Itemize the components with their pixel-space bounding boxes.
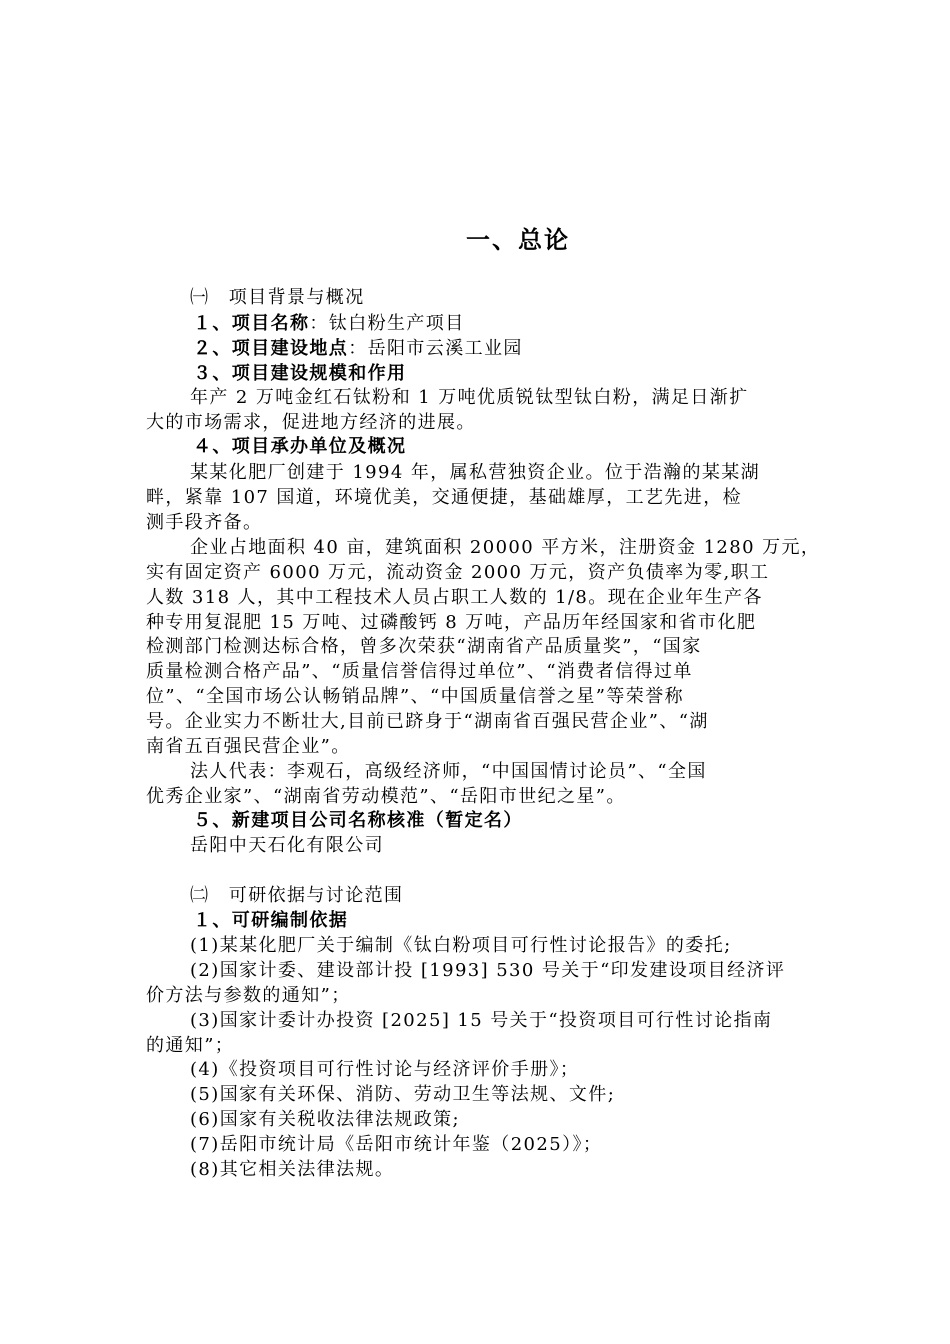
basis-item: (8)其它相关法律法规。: [190, 1159, 395, 1180]
basis-item: (6)国家有关税收法律法规政策;: [190, 1109, 460, 1130]
paragraph-line: 人数 318 人，其中工程技术人员占职工人数的 1/8。现在企业年生产各: [146, 587, 763, 608]
basis-item: (3)国家计委计办投资 [2025] 15 号关于“投资项目可行性讨论指南: [190, 1010, 773, 1031]
section-heading-basis: ㈡ 可研依据与讨论范围: [190, 885, 404, 906]
paragraph-line: 质量检测合格产品”、“质量信誉信得过单位”、“消费者信得过单: [146, 661, 693, 682]
basis-item: (4)《投资项目可行性讨论与经济评价手册》；: [190, 1059, 580, 1080]
basis-item: (5)国家有关环保、消防、劳动卫生等法规、文件;: [190, 1084, 616, 1105]
company-name: 岳阳中天石化有限公司: [190, 835, 384, 856]
paragraph-line: 位”、“全国市场公认畅销品牌”、“中国质量信誉之星”等荣誉称: [146, 686, 685, 707]
paragraph-line: 法人代表：李观石，高级经济师，“中国国情讨论员”、“全国: [190, 761, 707, 782]
company-name-heading: ５、新建项目公司名称核准（暂定名）: [193, 810, 523, 831]
paragraph-line: 实有固定资产 6000 万元，流动资金 2000 万元，资产负债率为零,职工: [146, 562, 770, 583]
basis-heading: １、可研编制依据: [193, 910, 349, 931]
paragraph-line: 畔，紧靠 107 国道，环境优美，交通便捷，基础雄厚，工艺先进，检: [146, 487, 742, 508]
project-name: １、项目名称：钛白粉生产项目: [193, 313, 465, 334]
paragraph-line: 优秀企业家”、“湖南省劳动模范”、“岳阳市世纪之星”。: [146, 786, 626, 807]
sponsor-heading: ４、项目承办单位及概况: [193, 436, 407, 457]
paragraph-line: 年产 2 万吨金红石钛粉和 1 万吨优质锐钛型钛白粉，满足日渐扩: [190, 387, 749, 408]
paragraph-line: 南省五百强民营企业”。: [146, 736, 351, 757]
section-heading-background: ㈠ 项目背景与概况: [190, 287, 365, 308]
project-location: ２、项目建设地点：岳阳市云溪工业园: [193, 338, 523, 359]
paragraph-line: 某某化肥厂创建于 1994 年，属私营独资企业。位于浩瀚的某某湖: [190, 462, 761, 483]
paragraph-line: 检测部门检测达标合格，曾多次荣获“湖南省产品质量奖”，“国家: [146, 636, 702, 657]
paragraph-line: 种专用复混肥 15 万吨、过磷酸钙 8 万吨，产品历年经国家和省市化肥: [146, 612, 757, 633]
basis-item: 价方法与参数的通知”；: [146, 985, 351, 1006]
basis-item: (1)某某化肥厂关于编制《钛白粉项目可行性讨论报告》的委托;: [190, 935, 732, 956]
paragraph-line: 号。企业实力不断壮大,目前已跻身于“湖南省百强民营企业”、“湖: [146, 711, 709, 732]
basis-item: (2)国家计委、建设部计投 [1993] 530 号关于“印发建设项目经济评: [190, 960, 786, 981]
basis-item: (7)岳阳市统计局《岳阳市统计年鉴（2025）》；: [190, 1134, 603, 1155]
basis-item: 的通知”；: [146, 1035, 235, 1056]
chapter-title: 一、总论: [466, 226, 570, 254]
paragraph-line: 大的市场需求，促进地方经济的进展。: [146, 412, 476, 433]
project-scale-heading: ３、项目建设规模和作用: [193, 363, 407, 384]
paragraph-line: 测手段齐备。: [146, 512, 263, 533]
paragraph-line: 企业占地面积 40 亩，建筑面积 20000 平方米，注册资金 1280 万元，: [190, 537, 821, 558]
